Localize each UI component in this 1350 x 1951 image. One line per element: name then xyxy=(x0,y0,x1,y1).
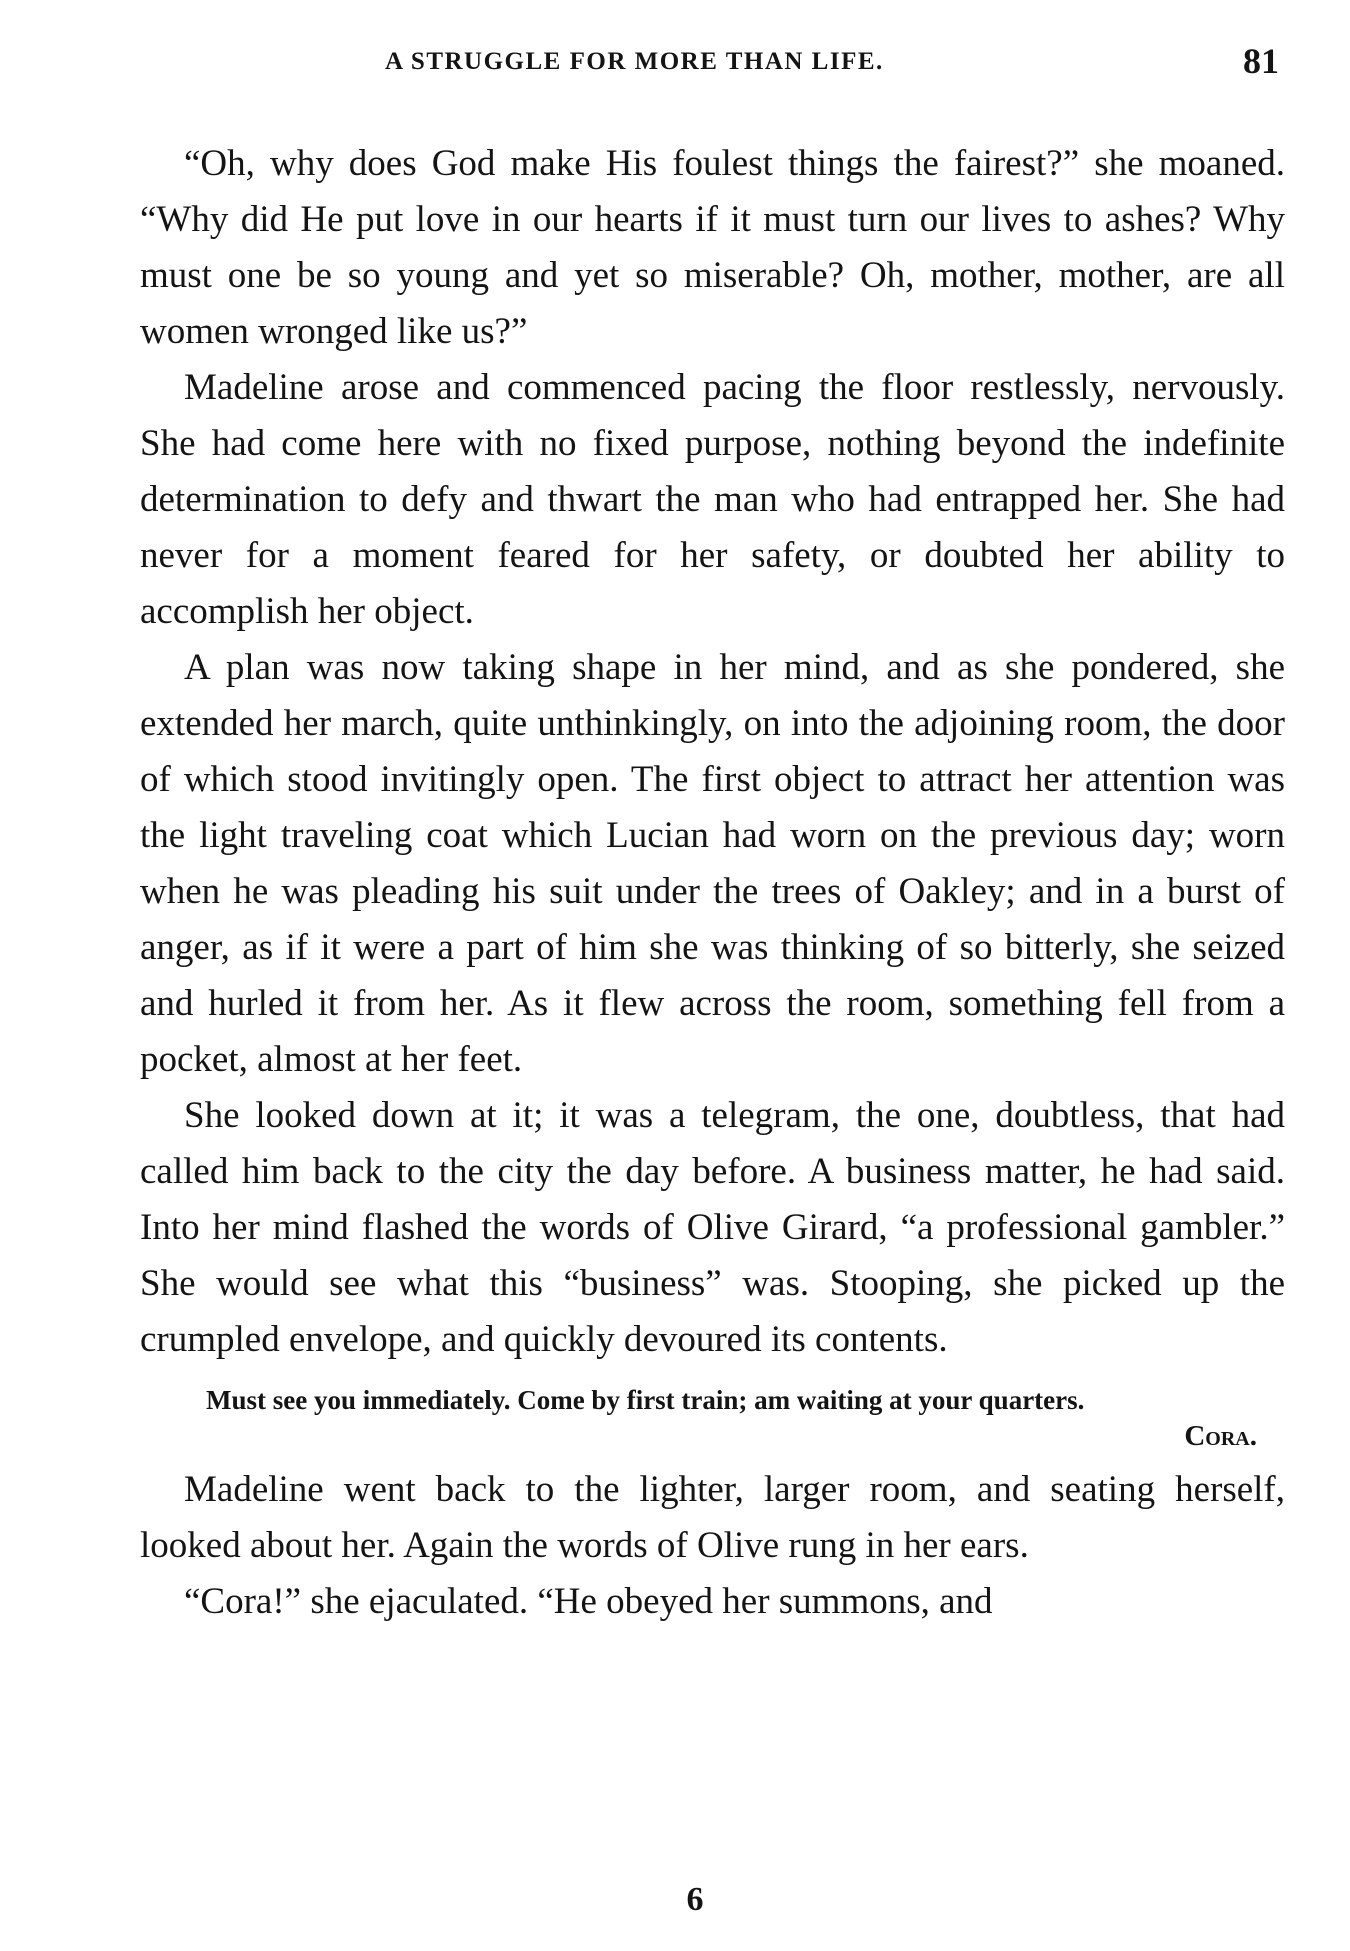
paragraph: “Cora!” she ejaculated. “He obeyed her summons, and xyxy=(184,1581,993,1622)
page-number: 81 xyxy=(1243,41,1279,81)
running-title: A STRUGGLE FOR MORE THAN LIFE. xyxy=(385,48,884,75)
body-text xyxy=(140,136,1285,1630)
paragraph: “Oh, why does God make His foulest things the fairest?” she moaned. “Why did He put love in our hearts if it must turn our lives to ashes? Why must one be so young and yet so miserable? Oh, mother, mother, are all women wronged like us?” xyxy=(140,143,1285,352)
telegram-signature: Cora. xyxy=(1184,1420,1257,1452)
telegram-quote xyxy=(140,1382,1285,1454)
paragraph: A plan was now taking shape in her mind, and as she pondered, she extended her march, quite unthinkingly, on into the adjoining room, the door of which stood invitingly open. The first object to attract her attention was the light traveling coat which Lucian had worn on the previous day; worn when he was pleading his suit under the trees of Oakley; and in a burst of anger, as if it were a part of him she was thinking of so bitterly, she seized and hurled it from her. As it flew across the room, something fell from a pocket, almost at her feet. xyxy=(140,647,1285,1080)
paragraph: She looked down at it; it was a telegram, the one, doubtless, that had called him back to the city the day before. A business matter, he had said. Into her mind flashed the words of Olive Girard, “a professional gambler.” She would see what this “business” was. Stooping, she picked up the crumpled envelope, and quickly devoured its contents. xyxy=(140,1095,1285,1360)
paragraph: Madeline arose and commenced pacing the floor restlessly, nervously. She had come here with no fixed purpose, nothing beyond the indefinite determination to defy and thwart the man who had entrapped her. She had never for a moment feared for her safety, or doubted her ability to accomplish her object. xyxy=(140,367,1285,632)
paragraph: Madeline went back to the lighter, larger room, and seating herself, looked about her. Again the words of Olive rung in her ears. xyxy=(140,1469,1285,1566)
signature-mark: 6 xyxy=(686,1881,704,1918)
telegram-body: Must see you immediately. Come by first train; am waiting at your quarters. xyxy=(206,1385,1085,1415)
running-head xyxy=(140,38,1285,88)
